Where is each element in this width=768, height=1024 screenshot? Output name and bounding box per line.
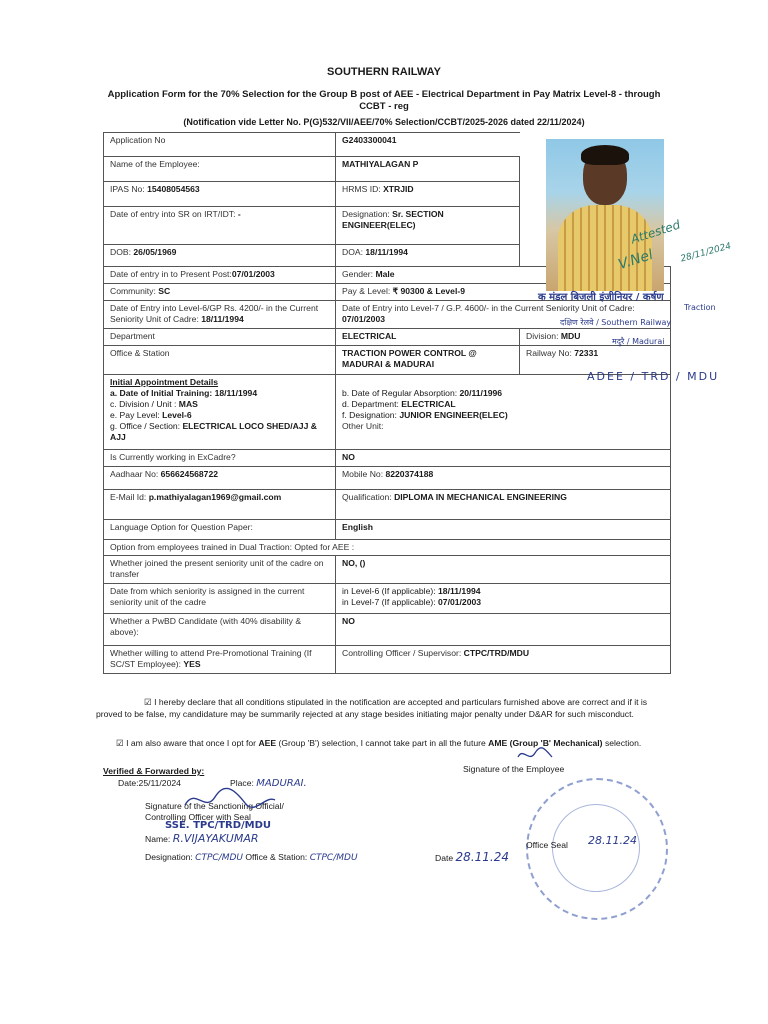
- table-row: [104, 329, 671, 346]
- sse-stamp: SSE. TPC/TRD/MDU: [165, 820, 272, 831]
- footer-date: [118, 777, 181, 789]
- entry-level7-value: 07/01/2003: [342, 314, 386, 324]
- table-row: [104, 490, 671, 520]
- excadre-value: NO: [336, 450, 671, 467]
- date2-value: 28.11.24: [455, 850, 509, 864]
- declaration-2-post: selection.: [604, 738, 642, 748]
- entry-level6-label: Date of Entry into Level-6/GP Rs. 4200/- in the Current Seniority Unit of Cadre:: [110, 303, 319, 324]
- seniority-date-label: Date from which seniority is assigned in the current seniority unit of the cadre: [104, 584, 336, 614]
- department-label: Department: [104, 329, 336, 346]
- date-value: 25/11/2024: [138, 778, 181, 788]
- footer-name: [145, 833, 259, 845]
- initial-c-value: MAS: [178, 399, 198, 409]
- place-label: Place:: [230, 778, 254, 788]
- email-label: E-Mail Id:: [110, 492, 147, 502]
- checkbox-icon: ☑: [116, 738, 124, 748]
- entry-sr-value: -: [237, 209, 241, 219]
- joined-transfer-label: Whether joined the present seniority unit of the cadre on transfer: [104, 556, 336, 584]
- table-row: [104, 346, 671, 375]
- doa-value: 18/11/1994: [365, 247, 408, 257]
- mobile-label: Mobile No:: [342, 469, 384, 479]
- employee-photo: [546, 139, 664, 291]
- initial-g-value: ELECTRICAL LOCO SHED/AJJ & AJJ: [110, 421, 317, 442]
- office-station-label: Office & Station: [104, 346, 336, 375]
- officer-signature: [180, 785, 280, 815]
- initial-c-label: c. Division / Unit :: [110, 399, 177, 409]
- division-label: Division:: [526, 331, 559, 341]
- checkbox-icon: ☑: [144, 697, 152, 707]
- initial-b-value: 20/11/1996: [459, 388, 503, 398]
- entry-present-post-value: 07/01/2003: [231, 269, 275, 279]
- community-value: SC: [158, 286, 171, 296]
- declaration-2-mid: (Group 'B') selection, I cannot take part in all the future: [278, 738, 486, 748]
- table-row: [104, 614, 671, 646]
- language-label: Language Option for Question Paper:: [104, 520, 336, 540]
- division-value: MDU: [560, 331, 581, 341]
- qualification-label: Qualification:: [342, 492, 392, 502]
- aadhaar-label: Aadhaar No:: [110, 469, 159, 479]
- pre-promotional-label: Whether willing to attend Pre-Promotional Training (If SC/ST Employee):: [110, 648, 312, 669]
- aadhaar-value: 656624568722: [160, 469, 219, 479]
- application-no-value: G2403300041: [336, 133, 520, 157]
- employee-signature: [515, 745, 555, 765]
- table-row: [104, 556, 671, 584]
- office-station-value: TRACTION POWER CONTROL @ MADURAI & MADURAI: [336, 346, 520, 375]
- declaration-2-pre: I am also aware that once I opt for: [126, 738, 257, 748]
- employee-name-label: Name of the Employee:: [104, 157, 336, 182]
- railway-no-value: 72331: [574, 348, 599, 358]
- initial-f-label: f. Designation:: [342, 410, 397, 420]
- sanctioning-signature-label: Signature of the Sanctioning Official/ Controlling Officer with Seal: [145, 801, 284, 822]
- designation-label: Designation:: [342, 209, 390, 219]
- seniority-l7-label: in Level-7 (If applicable):: [342, 597, 436, 607]
- doa-label: DOA:: [342, 247, 364, 257]
- excadre-label: Is Currently working in ExCadre?: [104, 450, 336, 467]
- entry-level6-value: 18/11/1994: [201, 314, 244, 324]
- controlling-officer-label: Controlling Officer / Supervisor:: [342, 648, 462, 658]
- attested-annotation: Attested: [629, 217, 682, 247]
- pwbd-value: NO: [336, 614, 671, 646]
- initial-d-label: d. Department:: [342, 399, 399, 409]
- table-row: [104, 467, 671, 490]
- pay-level-value: ₹ 90300 & Level-9: [392, 286, 465, 296]
- table-row: [104, 375, 671, 450]
- southern-railway-stamp: दक्षिण रेलवे / Southern Railway: [560, 318, 672, 327]
- mobile-value: 8220374188: [385, 469, 434, 479]
- entry-sr-label: Date of entry into SR on IRT/IDT:: [110, 209, 236, 219]
- designation-footer-value: CTPC/MDU: [195, 853, 243, 863]
- vnel-annotation: V.Nel: [616, 246, 656, 274]
- initial-a-label: a. Date of Initial Training:: [110, 388, 213, 398]
- controlling-officer-value: CTPC/TRD/MDU: [463, 648, 530, 658]
- other-unit-label: Other Unit:: [342, 421, 384, 431]
- seniority-l6-label: in Level-6 (If applicable):: [342, 586, 436, 596]
- initial-b-label: b. Date of Regular Absorption:: [342, 388, 458, 398]
- initial-a-value: 18/11/1994: [214, 388, 258, 398]
- pay-level-label: Pay & Level:: [342, 286, 391, 296]
- declaration-2-ame: AME (Group 'B' Mechanical): [488, 738, 603, 748]
- declaration-1: [96, 696, 666, 720]
- initial-g-label: g. Office / Section:: [110, 421, 181, 431]
- madurai-stamp: मदुरै / Madurai: [612, 337, 665, 346]
- footer-date2: [435, 851, 509, 864]
- employee-name-value: MATHIYALAGAN P: [336, 157, 520, 182]
- hrms-value: XTRJID: [383, 184, 414, 194]
- seniority-l7-value: 07/01/2003: [438, 597, 482, 607]
- office-station-footer-label: Office & Station:: [245, 852, 308, 862]
- name-label: Name:: [145, 834, 171, 844]
- employee-signature-stroke: [518, 748, 552, 757]
- attest-date-annotation: 28/11/2024: [679, 241, 733, 265]
- email-value: p.mathiyalagan1969@gmail.com: [148, 492, 282, 502]
- dob-value: 26/05/1969: [133, 247, 177, 257]
- declaration-1-text: I hereby declare that all conditions stipulated in the notification are accepted and particulars furnished above are correct and if it is proved to be false, my candidature may be summarily rejected at any stage besides initiating major penalty under D&AR for such misconduct.: [96, 697, 648, 719]
- signature-stroke: [185, 788, 275, 807]
- seniority-l6-value: 18/11/1994: [438, 586, 481, 596]
- joined-transfer-value: NO, (): [336, 556, 671, 584]
- table-row: [104, 540, 671, 556]
- photo-body: [558, 205, 652, 291]
- table-row: [104, 520, 671, 540]
- railway-no-label: Railway No:: [526, 348, 572, 358]
- department-value: ELECTRICAL: [336, 329, 520, 346]
- initial-f-value: JUNIOR ENGINEER(ELEC): [399, 410, 508, 420]
- entry-level7-label: Date of Entry into Level-7 / G.P. 4600/- in the Current Seniority Unit of Cadre:: [342, 303, 635, 313]
- traction-stamp: Traction: [684, 303, 716, 312]
- footer-designation: [145, 851, 358, 864]
- community-label: Community:: [110, 286, 156, 296]
- initial-d-value: ELECTRICAL: [401, 399, 456, 409]
- hrms-label: HRMS ID:: [342, 184, 381, 194]
- place-value: MADURAI.: [256, 778, 307, 789]
- qualification-value: DIPLOMA IN MECHANICAL ENGINEERING: [394, 492, 567, 502]
- form-title: Application Form for the 70% Selection for the Group B post of AEE - Electrical Department in Pay Matrix Level-8 - through CCBT - reg: [107, 89, 661, 112]
- ipas-value: 15408054563: [147, 184, 200, 194]
- pre-promotional-value: YES: [183, 659, 201, 669]
- office-station-footer-value: CTPC/MDU: [309, 853, 358, 863]
- date2-label: Date: [435, 853, 454, 863]
- application-no-label: Application No: [104, 133, 336, 157]
- office-seal-label: Office Seal: [526, 840, 568, 850]
- table-row: [104, 450, 671, 467]
- dob-label: DOB:: [110, 247, 132, 257]
- initial-heading: Initial Appointment Details: [110, 377, 219, 387]
- date-label: Date:: [118, 778, 139, 788]
- hindi-stamp: क मंडल बिजली इंजीनियर / कर्षण: [538, 292, 664, 303]
- initial-e-value: Level-6: [162, 410, 192, 420]
- declaration-2: [96, 737, 666, 749]
- gender-value: Male: [375, 269, 395, 279]
- photo-hair: [581, 145, 629, 165]
- office-seal-date: 28.11.24: [588, 834, 637, 847]
- employee-signature-label: Signature of the Employee: [463, 764, 565, 774]
- notification-ref: (Notification vide Letter No. P(G)532/VII/AEE/70% Selection/CCBT/2025-2026 dated 22/11/2024): [183, 117, 585, 127]
- verified-forwarded: Verified & Forwarded by:: [103, 766, 205, 776]
- name-value: R.VIJAYAKUMAR: [172, 832, 259, 845]
- declaration-2-aee: AEE: [258, 738, 277, 748]
- designation-footer-label: Designation:: [145, 852, 193, 862]
- dual-traction-label: Option from employees trained in Dual Traction: Opted for AEE :: [104, 540, 671, 556]
- org-title: SOUTHERN RAILWAY: [327, 66, 441, 78]
- table-row: [104, 646, 671, 674]
- entry-present-post-label: Date of entry in to Present Post:: [110, 269, 232, 279]
- table-row: [104, 584, 671, 614]
- adee-stamp: ADEE / TRD / MDU: [587, 370, 720, 383]
- ipas-label: IPAS No:: [110, 184, 145, 194]
- gender-label: Gender:: [342, 269, 374, 279]
- pwbd-label: Whether a PwBD Candidate (with 40% disability & above):: [104, 614, 336, 646]
- designation-value: Sr. SECTION ENGINEER(ELEC): [342, 209, 444, 230]
- initial-e-label: e. Pay Level:: [110, 410, 160, 420]
- language-value: English: [336, 520, 671, 540]
